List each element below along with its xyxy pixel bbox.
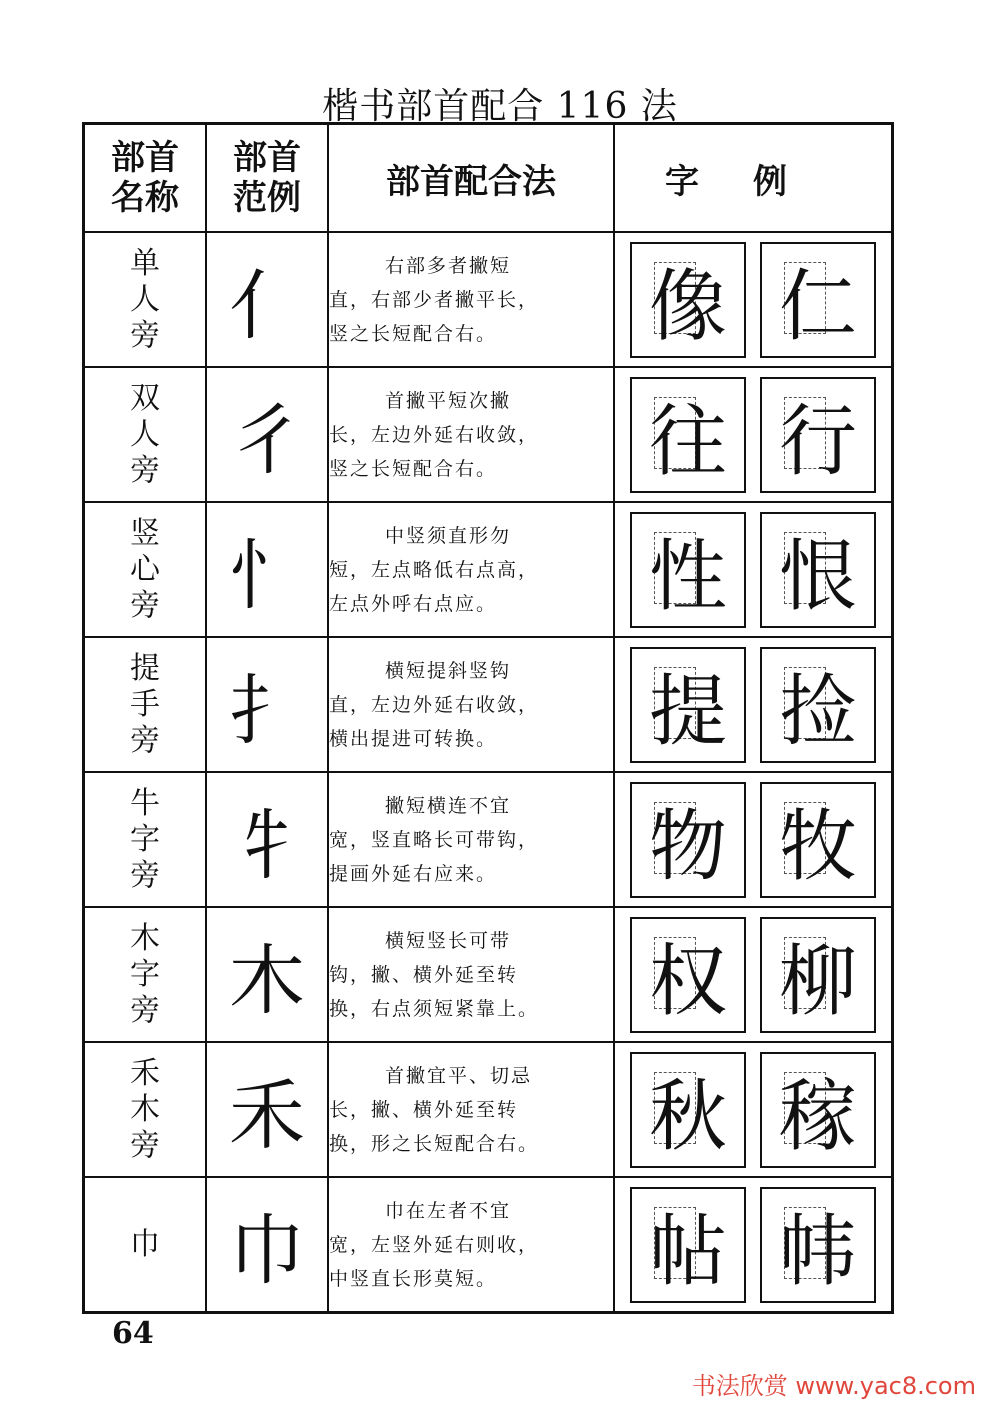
example-char-box [760, 917, 876, 1033]
radical-name-char: 人 [130, 416, 160, 452]
method-text [328, 772, 614, 907]
method-text [328, 637, 614, 772]
radical-name-char: 单 [130, 245, 160, 281]
table-row [84, 1177, 893, 1313]
page-number: 64 [112, 1316, 154, 1351]
method-line: 首撇宜平、切忌 [385, 1064, 533, 1087]
radical-example: 巾 [206, 1177, 328, 1313]
example-char: 恨 [778, 531, 857, 622]
char-examples [614, 502, 893, 637]
char-examples [614, 637, 893, 772]
example-char-box [760, 1187, 876, 1303]
example-char-box [760, 647, 876, 763]
radical-name [84, 367, 207, 502]
radical-name [84, 637, 207, 772]
radical-name [84, 1177, 207, 1313]
table-row [84, 1042, 893, 1177]
radical-name-char: 旁 [130, 992, 160, 1028]
radical-name-char: 禾 [130, 1055, 160, 1091]
table-header-row [84, 124, 893, 233]
method-line: 提画外延右应来。 [329, 862, 498, 885]
method-line: 中竖直长形莫短。 [329, 1267, 498, 1290]
method-line: 换，右点须短紧靠上。 [329, 997, 540, 1020]
radical-name-char: 旁 [130, 857, 160, 893]
method-line: 钩，撇、横外延至转 [329, 963, 519, 986]
method-line: 竖之长短配合右。 [329, 457, 498, 480]
method-line: 横短竖长可带 [385, 929, 512, 952]
radical-name [84, 502, 207, 637]
radical-name [84, 1042, 207, 1177]
radical-name-char: 手 [130, 686, 160, 722]
char-examples [614, 907, 893, 1042]
example-char-box [630, 917, 746, 1033]
example-char: 仁 [778, 261, 857, 352]
radical-name-char: 旁 [130, 587, 160, 623]
method-line: 换，形之长短配合右。 [329, 1132, 540, 1155]
header-line: 范例 [233, 178, 301, 218]
example-char: 稼 [778, 1071, 857, 1162]
page-title: 楷书部首配合 116 法 [322, 86, 678, 127]
radical-name-char: 木 [130, 920, 160, 956]
char-examples [614, 367, 893, 502]
header-method: 部首配合法 [328, 124, 614, 233]
example-char: 物 [648, 801, 727, 892]
radical-name-char: 心 [130, 551, 160, 587]
header-line: 部首 [233, 138, 301, 178]
radical-name-char: 提 [130, 650, 160, 686]
method-line: 长，撇、横外延至转 [329, 1098, 519, 1121]
table-row [84, 637, 893, 772]
char-examples [614, 1042, 893, 1177]
table-row [84, 907, 893, 1042]
radical-example: 牜 [206, 772, 328, 907]
example-char-box [760, 242, 876, 358]
example-char: 提 [648, 666, 727, 757]
example-char-box [630, 377, 746, 493]
method-text [328, 502, 614, 637]
radical-example: 扌 [206, 637, 328, 772]
method-line: 宽，竖直略长可带钩， [329, 828, 540, 851]
radical-name-char: 人 [130, 281, 160, 317]
header-radical-example [206, 124, 328, 233]
example-char: 秋 [648, 1071, 727, 1162]
example-char-box [760, 512, 876, 628]
table-row [84, 502, 893, 637]
radical-name-char: 旁 [130, 452, 160, 488]
char-examples [614, 772, 893, 907]
radical-table [82, 122, 894, 1314]
radical-example: 木 [206, 907, 328, 1042]
radical-name-char: 字 [130, 956, 160, 992]
example-char: 牧 [778, 801, 857, 892]
radical-name-char: 旁 [130, 722, 160, 758]
method-line: 中竖须直形勿 [385, 524, 512, 547]
example-char: 权 [648, 936, 727, 1027]
radical-example: 亻 [206, 232, 328, 367]
method-text [328, 1177, 614, 1313]
method-line: 横短提斜竖钩 [385, 659, 512, 682]
method-text [328, 367, 614, 502]
example-char-box [630, 647, 746, 763]
radical-name-char: 巾 [130, 1226, 160, 1262]
example-char-box [630, 242, 746, 358]
example-char-box [630, 1052, 746, 1168]
example-char-box [760, 377, 876, 493]
radical-example: 彳 [206, 367, 328, 502]
radical-example: 忄 [206, 502, 328, 637]
method-line: 直，左边外延右收敛， [329, 693, 540, 716]
example-char: 帏 [778, 1206, 857, 1297]
method-text [328, 907, 614, 1042]
header-radical-name [84, 124, 207, 233]
example-char: 性 [648, 531, 727, 622]
method-line: 巾在左者不宜 [385, 1199, 512, 1222]
example-char: 帖 [648, 1206, 727, 1297]
radical-name-char: 双 [130, 380, 160, 416]
method-line: 首撇平短次撇 [385, 389, 512, 412]
example-char-box [630, 512, 746, 628]
example-char: 柳 [778, 936, 857, 1027]
method-line: 撇短横连不宜 [385, 794, 512, 817]
example-char-box [630, 1187, 746, 1303]
char-examples [614, 1177, 893, 1313]
radical-name-char: 旁 [130, 317, 160, 353]
radical-name [84, 772, 207, 907]
header-line: 名称 [111, 178, 179, 218]
header-char-examples: 字例 [614, 124, 893, 233]
method-line: 短，左点略低右点高， [329, 558, 540, 581]
watermark: 书法欣赏 www.yac8.com [691, 1372, 976, 1400]
method-line: 右部多者撇短 [385, 254, 512, 277]
method-text [328, 232, 614, 367]
table-row [84, 367, 893, 502]
example-char: 像 [648, 261, 727, 352]
method-line: 长，左边外延右收敛， [329, 423, 540, 446]
method-text [328, 1042, 614, 1177]
table-row [84, 772, 893, 907]
example-char-box [760, 782, 876, 898]
char-examples [614, 232, 893, 367]
example-char: 往 [648, 396, 727, 487]
example-char-box [630, 782, 746, 898]
radical-name-char: 竖 [130, 515, 160, 551]
method-line: 宽，左竖外延右则收， [329, 1233, 540, 1256]
radical-name-char: 木 [130, 1091, 160, 1127]
method-line: 竖之长短配合右。 [329, 322, 498, 345]
example-char: 行 [778, 396, 857, 487]
table-row [84, 232, 893, 367]
method-line: 横出提进可转换。 [329, 727, 498, 750]
radical-name-char: 字 [130, 821, 160, 857]
radical-name-char: 牛 [130, 785, 160, 821]
radical-name [84, 907, 207, 1042]
radical-name [84, 232, 207, 367]
header-line: 部首 [111, 138, 179, 178]
radical-name-char: 旁 [130, 1127, 160, 1163]
method-line: 左点外呼右点应。 [329, 592, 498, 615]
method-line: 直，右部少者撇平长， [329, 288, 540, 311]
example-char-box [760, 1052, 876, 1168]
radical-example: 禾 [206, 1042, 328, 1177]
example-char: 捡 [778, 666, 857, 757]
